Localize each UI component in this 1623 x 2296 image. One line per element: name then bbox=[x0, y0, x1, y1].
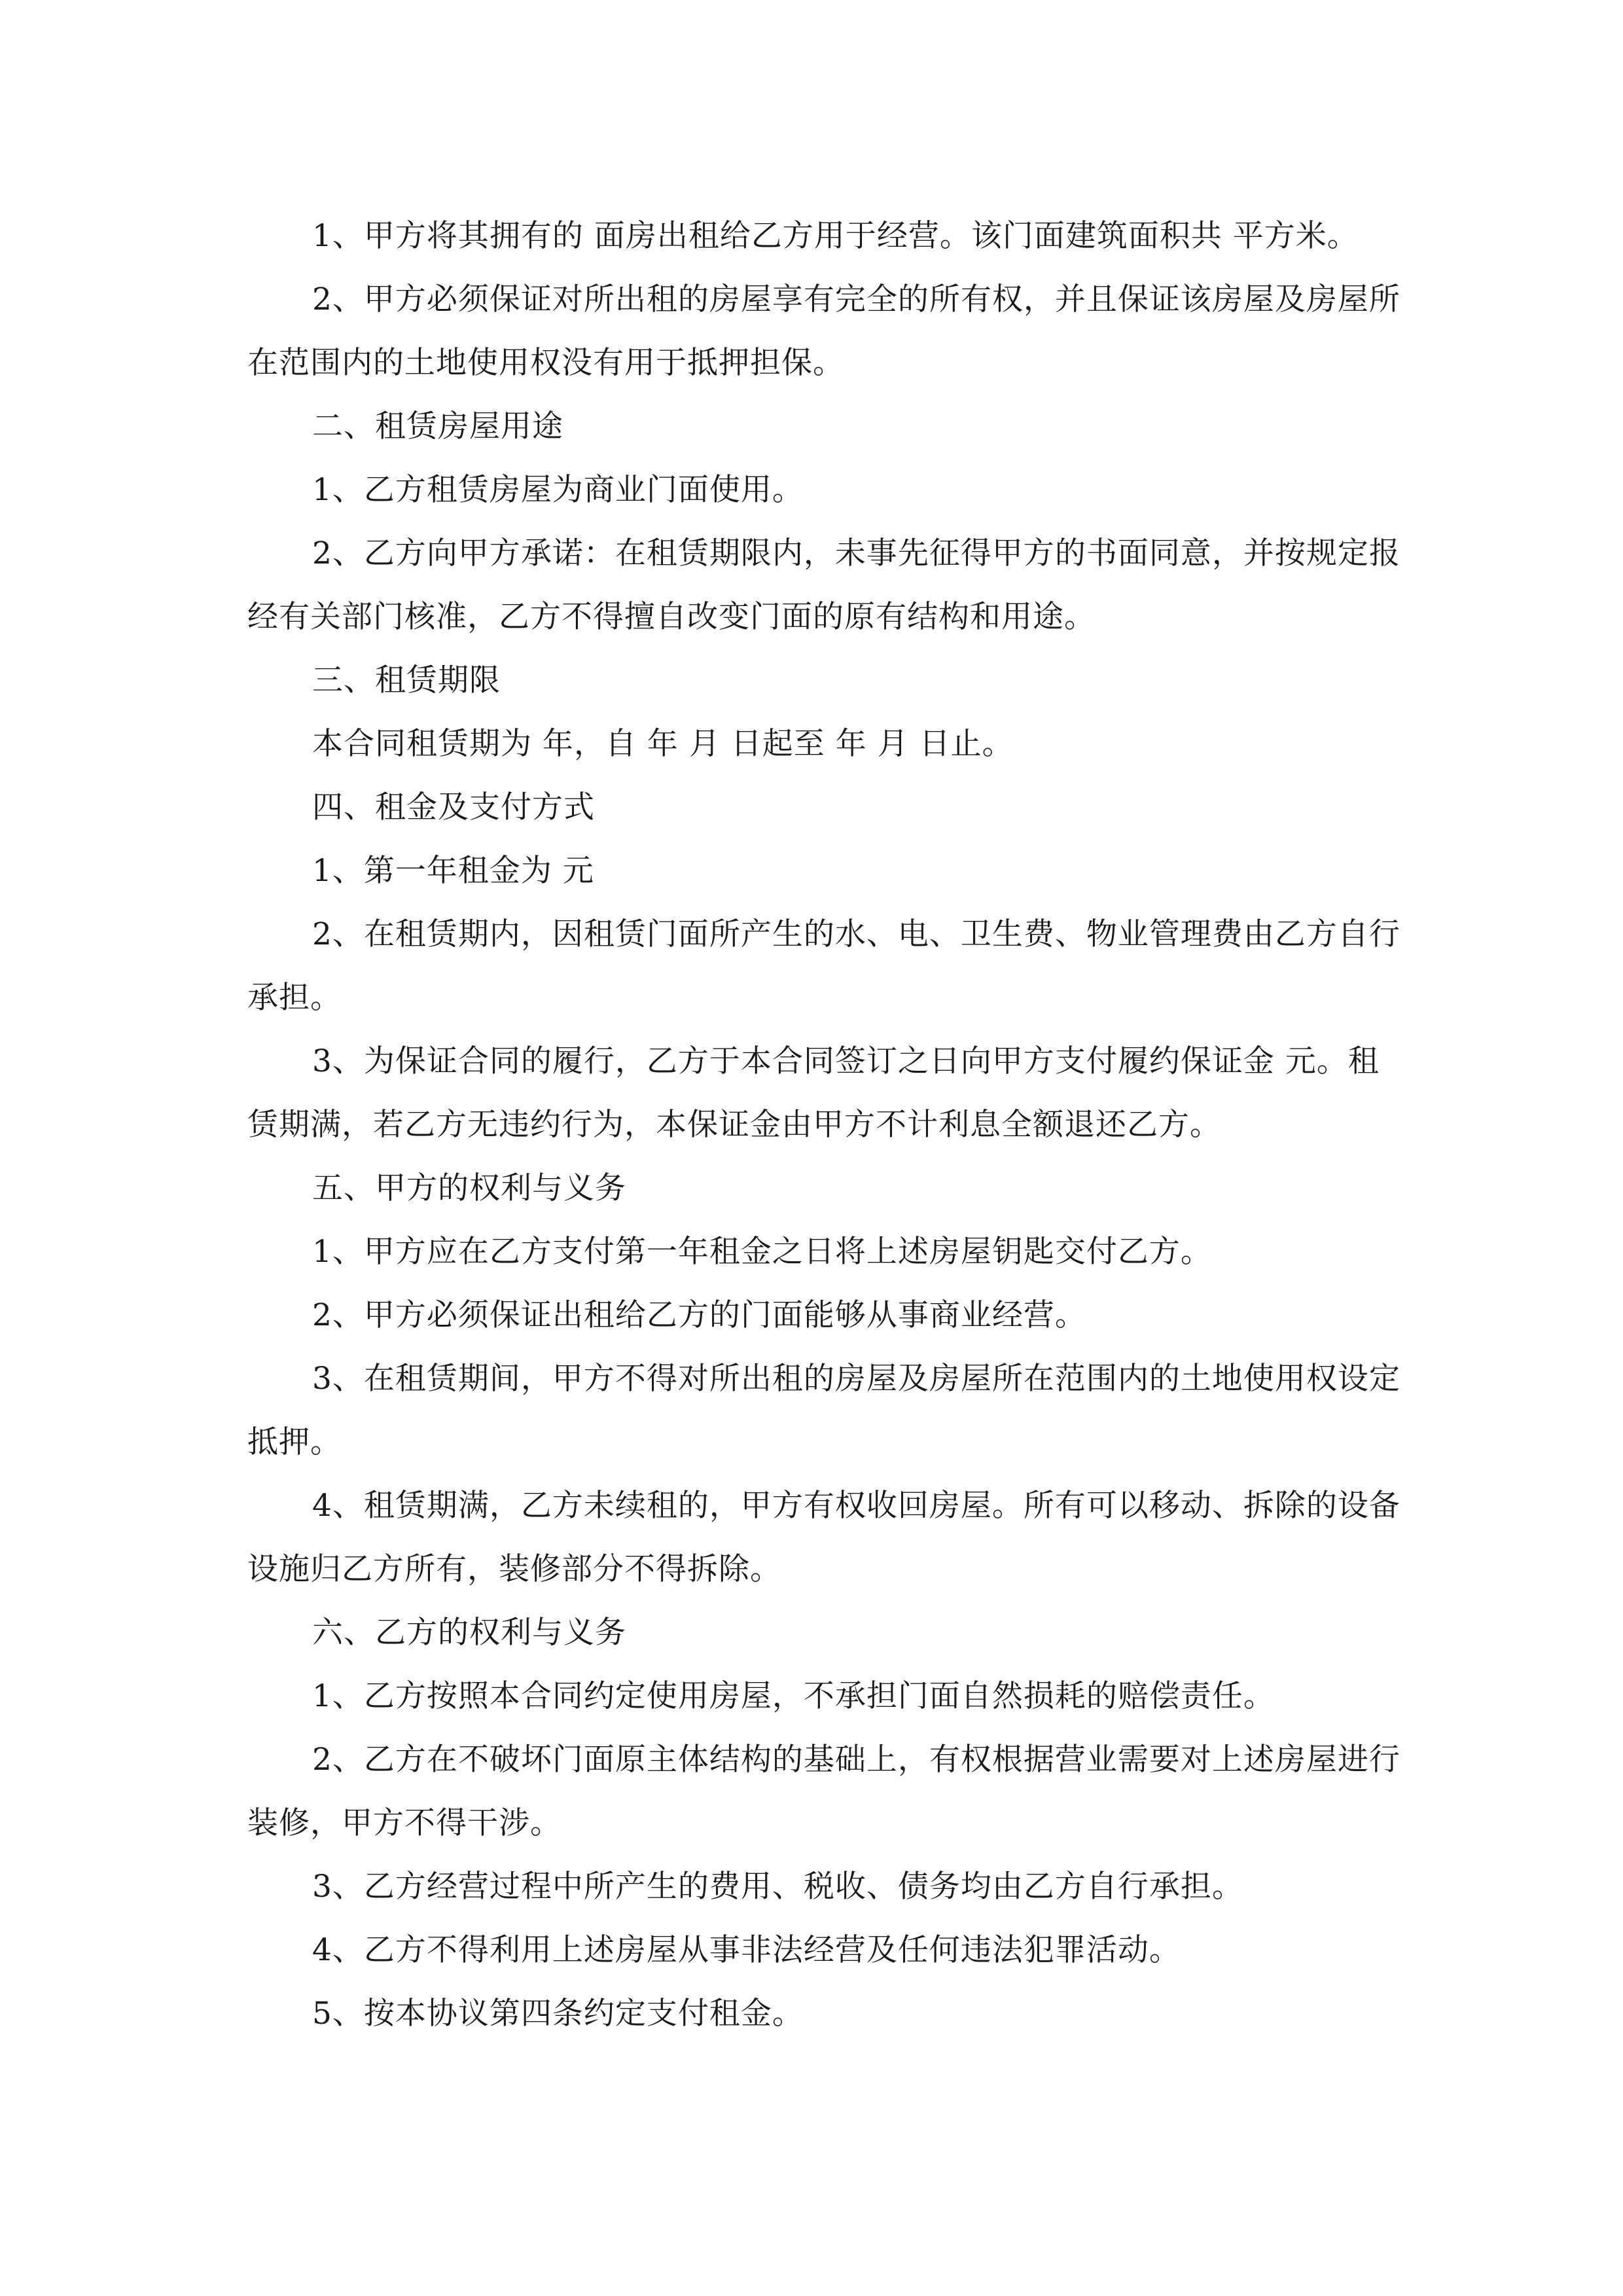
section-heading-2: 二、租赁房屋用途 bbox=[312, 408, 563, 444]
clause-2-2: 2、乙方向甲方承诺：在租赁期限内，未事先征得甲方的书面同意，并按规定报经有关部门核准，乙方不得擅自改变门面的原有结构和用途。 bbox=[247, 535, 1400, 635]
clause-4-1: 1、第一年租金为 元 bbox=[312, 853, 594, 889]
clause-6-5: 5、按本协议第四条约定支付租金。 bbox=[312, 1996, 804, 2032]
document-body bbox=[247, 204, 1400, 2045]
clause-6-3: 3、乙方经营过程中所产生的费用、税收、债务均由乙方自行承担。 bbox=[312, 1869, 1243, 1905]
clause-6-2: 2、乙方在不破坏门面原主体结构的基础上，有权根据营业需要对上述房屋进行装修，甲方不得干涉。 bbox=[247, 1742, 1400, 1841]
clause-6-4: 4、乙方不得利用上述房屋从事非法经营及任何违法犯罪活动。 bbox=[312, 1932, 1181, 1968]
section-heading-5: 五、甲方的权利与义务 bbox=[312, 1170, 626, 1206]
clause-1-1: 1、甲方将其拥有的 面房出租给乙方用于经营。该门面建筑面积共 平方米。 bbox=[312, 218, 1359, 254]
clause-1-2: 2、甲方必须保证对所出租的房屋享有完全的所有权，并且保证该房屋及房屋所在范围内的土地使用权没有用于抵押担保。 bbox=[247, 281, 1400, 381]
clause-5-2: 2、甲方必须保证出租给乙方的门面能够从事商业经营。 bbox=[312, 1297, 1086, 1333]
clause-4-2: 2、在租赁期内，因租赁门面所产生的水、电、卫生费、物业管理费由乙方自行承担。 bbox=[247, 916, 1400, 1016]
clause-5-4: 4、租赁期满，乙方未续租的，甲方有权收回房屋。所有可以移动、拆除的设备设施归乙方所有，装修部分不得拆除。 bbox=[247, 1488, 1400, 1587]
clause-3-term: 本合同租赁期为 年，自 年 月 日起至 年 月 日止。 bbox=[312, 726, 1014, 762]
clause-2-1: 1、乙方租赁房屋为商业门面使用。 bbox=[312, 472, 804, 508]
clause-5-1: 1、甲方应在乙方支付第一年租金之日将上述房屋钥匙交付乙方。 bbox=[312, 1234, 1212, 1270]
section-heading-6: 六、乙方的权利与义务 bbox=[312, 1615, 626, 1651]
clause-4-3: 3、为保证合同的履行，乙方于本合同签订之日向甲方支付履约保证金 元。租赁期满，若乙方无违约行为，本保证金由甲方不计利息全额退还乙方。 bbox=[247, 1043, 1380, 1143]
section-heading-3: 三、租赁期限 bbox=[312, 662, 501, 698]
section-heading-4: 四、租金及支付方式 bbox=[312, 789, 595, 825]
clause-5-3: 3、在租赁期间，甲方不得对所出租的房屋及房屋所在范围内的土地使用权设定抵押。 bbox=[247, 1361, 1400, 1460]
clause-6-1: 1、乙方按照本合同约定使用房屋，不承担门面自然损耗的赔偿责任。 bbox=[312, 1678, 1275, 1714]
